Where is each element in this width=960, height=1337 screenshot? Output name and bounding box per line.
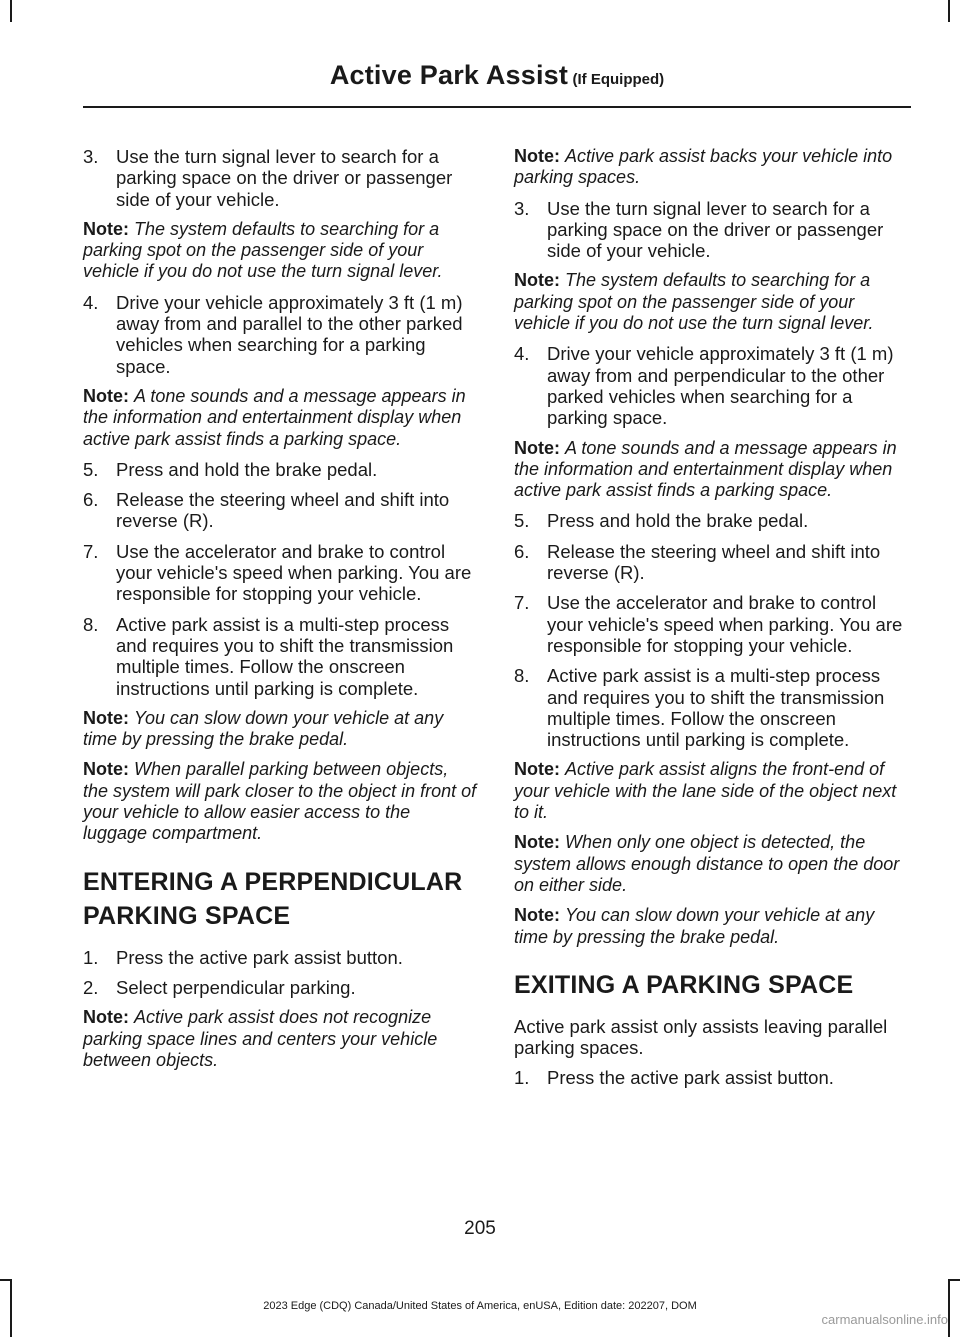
step-item [83, 146, 478, 210]
note [514, 905, 909, 948]
note-text: The system defaults to searching for a parking spot on the passenger side of your vehicle if you do not use the turn signal lever. [83, 218, 443, 282]
note-label: Note: [514, 832, 560, 853]
note [514, 146, 909, 189]
step-item [514, 198, 909, 262]
note-label: Note: [514, 270, 560, 291]
step-text: Release the steering wheel and shift into reverse (R). [116, 489, 450, 532]
step-text: Drive your vehicle approximately 3 ft (1 m) away from and parallel to the other parked vehicles when searching for a parking space. [116, 291, 463, 377]
note [83, 708, 478, 751]
step-number: 7. [83, 540, 99, 562]
step-text: Active park assist is a multi-step process and requires you to shift the transmission multiple times. Follow the onscreen instructions until parking is complete. [116, 613, 454, 699]
step-item [514, 343, 909, 428]
note-label: Note: [514, 437, 560, 458]
step-item [514, 665, 909, 750]
paragraph: Active park assist only assists leaving parallel parking spaces. [514, 1015, 888, 1059]
step-number: 4. [83, 291, 99, 313]
note-label: Note: [83, 759, 129, 780]
note [83, 1007, 478, 1071]
note-label: Note: [83, 1007, 129, 1028]
step-number: 2. [83, 976, 99, 998]
step-item [514, 592, 909, 656]
note [514, 759, 909, 823]
note-text: A tone sounds and a message appears in the information and entertainment display when active park assist finds a parking space. [514, 437, 897, 501]
step-text: Release the steering wheel and shift into reverse (R). [547, 540, 881, 584]
note-text: The system defaults to searching for a parking spot on the passenger side of your vehicle if you do not use the turn signal lever. [514, 270, 874, 334]
crop-mark [948, 1279, 960, 1281]
step-item [83, 489, 478, 532]
step-text: Press and hold the brake pedal. [116, 458, 378, 480]
page-title: Active Park Assist [329, 60, 569, 90]
step-number: 5. [83, 458, 99, 480]
step-text: Use the accelerator and brake to control your vehicle's speed when parking. You are responsible for stopping your vehicle. [547, 592, 903, 656]
step-number: 6. [83, 489, 99, 511]
step-text: Drive your vehicle approximately 3 ft (1 m) away from and perpendicular to the other parked vehicles when searching for a parking space. [547, 343, 894, 429]
page-subtitle: (If Equipped) [572, 71, 665, 88]
step-text: Use the turn signal lever to search for a parking space on the driver or passenger side of your vehicle. [547, 197, 884, 262]
note-label: Note: [514, 759, 560, 780]
note [514, 832, 909, 896]
step-number: 3. [83, 146, 99, 167]
note [514, 438, 909, 502]
note-text: You can slow down your vehicle at any time by pressing the brake pedal. [514, 905, 875, 947]
note-text: Active park assist aligns the front-end of your vehicle with the lane side of the object next to it. [514, 759, 897, 823]
watermark[interactable]: carmanualsonline.info [821, 1312, 948, 1327]
step-text: Press and hold the brake pedal. [547, 510, 809, 532]
page-header [83, 60, 911, 108]
section-heading: EXITING A PARKING SPACE [514, 970, 854, 999]
step-item [514, 541, 909, 584]
step-item [83, 947, 478, 968]
step-number: 7. [514, 592, 530, 614]
step-number: 1. [83, 946, 99, 968]
step-item [83, 977, 478, 998]
step-text: Select perpendicular parking. [116, 976, 356, 998]
note-label: Note: [83, 218, 129, 239]
step-text: Active park assist is a multi-step process and requires you to shift the transmission multiple times. Follow the onscreen instructions until parking is complete. [547, 665, 885, 751]
crop-mark [948, 0, 950, 22]
step-item [83, 292, 478, 377]
left-column [83, 146, 478, 1080]
section-heading: ENTERING A PERPENDICULAR PARKING SPACE [83, 867, 463, 930]
step-item [514, 1067, 909, 1088]
note [514, 270, 909, 334]
step-number: 6. [514, 540, 530, 562]
right-column [514, 146, 909, 1098]
step-text: Use the turn signal lever to search for a parking space on the driver or passenger side of your vehicle. [116, 146, 453, 210]
note-text: When only one object is detected, the system allows enough distance to open the door on either side. [514, 832, 900, 895]
note-label: Note: [83, 707, 129, 728]
step-number: 4. [514, 343, 530, 365]
note-text: You can slow down your vehicle at any time by pressing the brake pedal. [83, 707, 444, 750]
note-label: Note: [83, 385, 129, 406]
step-item [83, 459, 478, 480]
step-item [83, 614, 478, 699]
note-text: Active park assist does not recognize parking space lines and centers your vehicle between objects. [83, 1007, 438, 1070]
note [83, 759, 478, 844]
step-item [83, 541, 478, 605]
step-number: 3. [514, 197, 530, 219]
step-number: 8. [83, 613, 99, 635]
note [83, 386, 478, 450]
crop-mark [0, 1279, 12, 1281]
note [83, 219, 478, 283]
step-text: Use the accelerator and brake to control your vehicle's speed when parking. You are responsible for stopping your vehicle. [116, 540, 472, 605]
edition-footer: 2023 Edge (CDQ) Canada/United States of America, enUSA, Edition date: 202207, DOM [263, 1300, 697, 1312]
note-text: A tone sounds and a message appears in the information and entertainment display when active park assist finds a parking space. [83, 385, 466, 449]
note-text: Active park assist backs your vehicle into parking spaces. [514, 146, 893, 188]
crop-mark [10, 0, 12, 22]
note-label: Note: [514, 146, 560, 166]
step-number: 8. [514, 665, 530, 687]
note-text: When parallel parking between objects, the system will park closer to the object in front of your vehicle to allow easier access to the luggage compartment. [83, 759, 477, 844]
note-label: Note: [514, 905, 560, 926]
step-item [514, 510, 909, 531]
step-number: 1. [514, 1067, 530, 1089]
page-number: 205 [464, 1218, 496, 1239]
step-text: Press the active park assist button. [547, 1067, 834, 1089]
step-number: 5. [514, 510, 530, 532]
step-text: Press the active park assist button. [116, 946, 403, 968]
